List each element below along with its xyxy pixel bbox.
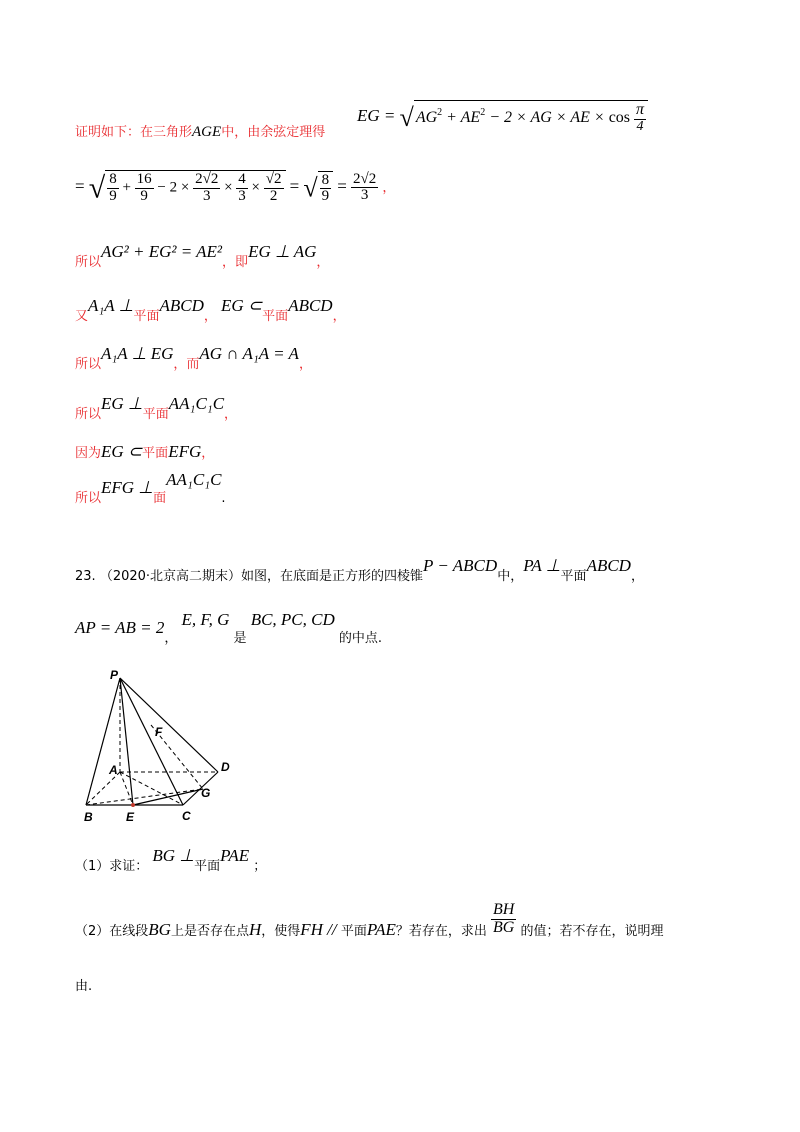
- math-intersection: AG ∩ A₁A = A: [199, 344, 299, 363]
- q1-prefix: （1）求证：: [75, 859, 149, 874]
- proof-line-8: [75, 470, 226, 506]
- comma: ，: [164, 631, 178, 646]
- text-suoyi: 所以: [75, 407, 102, 422]
- text-you: 又: [75, 309, 89, 324]
- math-aa1c1c: AA₁C₁C: [166, 470, 222, 489]
- proof-line-4: [75, 296, 346, 324]
- comma: ，: [298, 357, 312, 372]
- question-1: [75, 846, 267, 874]
- text-er: ，而: [173, 357, 200, 372]
- math-pyramid: P − ABCD: [423, 556, 498, 575]
- label-g: G: [201, 786, 211, 800]
- text-suoyi: 所以: [75, 357, 102, 372]
- text-plane: 平面: [560, 569, 587, 584]
- text-plane: 平面: [340, 923, 367, 939]
- math-h: H: [248, 919, 262, 939]
- comma: ，: [630, 569, 644, 584]
- label-d: D: [221, 760, 230, 774]
- text-midpoints: 的中点.: [338, 631, 383, 646]
- problem-number: 23.: [75, 569, 96, 584]
- problem-23-line-2: [75, 610, 383, 646]
- question-2: [75, 902, 664, 937]
- pyramid-figure: [78, 668, 248, 828]
- math-eg-subset: EG ⊂: [221, 296, 263, 315]
- math-bg: BG: [148, 919, 171, 939]
- equals-3: =: [337, 176, 347, 196]
- math-pae: PAE: [220, 846, 250, 865]
- text-suoyi: 所以: [75, 491, 102, 506]
- semicolon: ；: [253, 859, 267, 874]
- math-efg-points: E, F, G: [181, 610, 230, 629]
- proof-line-2: [75, 170, 395, 206]
- fraction-bh-bg: $\frac{BH}{BG}$: [493, 901, 515, 936]
- math-pae: PAE: [366, 919, 396, 939]
- triangle-name: AGE: [192, 124, 222, 140]
- text-plane: 平面: [133, 309, 160, 324]
- proof-intro: 证明如下：在三角形: [75, 125, 193, 140]
- q2-text-e: 由.: [75, 979, 93, 994]
- text-zhong: 中，: [497, 569, 524, 584]
- math-bg-perp: BG ⊥: [152, 846, 195, 865]
- label-e: E: [126, 810, 135, 824]
- comma: ，: [203, 309, 217, 324]
- math-eg-subset: EG ⊂: [101, 442, 143, 461]
- comma: ，: [224, 407, 238, 422]
- math-fh-parallel: FH //: [300, 919, 341, 939]
- label-b: B: [84, 810, 93, 824]
- sqrt-8-9: √ $\frac{8}{9}$: [303, 171, 333, 206]
- text-mian: 面: [153, 491, 167, 506]
- q2-text-a: 上是否存在点: [170, 923, 249, 939]
- math-bc-pc-cd: BC, PC, CD: [250, 610, 335, 629]
- eg-lhs: EG =: [357, 105, 396, 125]
- text-ji: ，即: [222, 255, 249, 270]
- math-ap-ab: AP = AB = 2: [75, 618, 165, 637]
- proof-line-5: [75, 344, 312, 372]
- text-plane: 平面: [194, 859, 221, 874]
- math-pa-perp: PA ⊥: [523, 556, 561, 575]
- period: .: [221, 491, 226, 506]
- label-p: P: [110, 668, 119, 682]
- result-fraction: $\frac{2√2}{3}$: [353, 170, 377, 204]
- q2-text-d: 的值；若不存在，说明理: [520, 923, 664, 939]
- text-plane: 平面: [142, 407, 169, 422]
- text-suoyi: 所以: [75, 255, 102, 270]
- equals-2: =: [289, 176, 300, 196]
- comma: ，: [382, 180, 396, 196]
- math-abcd: ABCD: [288, 296, 333, 315]
- math-efg: EFG: [168, 442, 202, 461]
- comma: ，: [316, 255, 330, 270]
- math-a1a-perp-eg: A₁A ⊥ EG: [101, 344, 174, 363]
- q2-prefix: （2）在线段: [75, 923, 149, 939]
- label-c: C: [182, 809, 191, 823]
- proof-line-6: [75, 394, 238, 422]
- text-shi: 是: [233, 631, 247, 646]
- cosine-sqrt: √ $AG^2 + AE^2 - 2$ × AG × AE × cos $\frac{\pi}{4}$: [400, 100, 649, 134]
- label-f: F: [155, 725, 163, 739]
- q2-text-c: ？若存在，求出: [395, 923, 487, 939]
- text-plane: 平面: [142, 446, 169, 461]
- label-a: A: [109, 763, 118, 777]
- math-abcd: ABCD: [586, 556, 631, 575]
- math-a1a-perp: A₁A ⊥: [88, 296, 134, 315]
- comma: ，: [201, 446, 215, 461]
- q2-text-b: ，使得: [261, 923, 301, 939]
- cosine-law-formula: [357, 100, 648, 134]
- proof-line-3: [75, 242, 330, 270]
- comma: ，: [332, 309, 346, 324]
- problem-source: （2020·北京高二期末）如图，在底面是正方形的四棱锥: [99, 569, 424, 584]
- math-abcd: ABCD: [159, 296, 204, 315]
- math-efg-perp: EFG ⊥: [101, 478, 154, 497]
- proof-intro-2: 中，由余弦定理得: [221, 125, 326, 140]
- problem-23-line-1: [75, 556, 644, 584]
- equals-1: =: [75, 176, 85, 196]
- math-eg-perp: EG ⊥: [101, 394, 143, 413]
- math-eg-perp-ag: EG ⊥ AG: [248, 242, 317, 261]
- text-plane: 平面: [262, 309, 289, 324]
- math-ag-eg-ae: AG² + EG² = AE²: [101, 242, 223, 261]
- text-yinwei: 因为: [75, 446, 102, 461]
- math-aa1c1c: AA₁C₁C: [168, 394, 225, 413]
- proof-line-7: [75, 442, 214, 462]
- pi-over-4: $\frac{\pi}{4}$: [636, 101, 645, 134]
- sqrt-expression: √ $\frac{8}{9}$ + $\frac{16}{9}$ − 2 × $\frac{2√2}{3}$ × $\frac{4}{3}$ × $\frac{√2}{2}$: [89, 170, 286, 206]
- question-2-continued: [75, 975, 92, 994]
- proof-line-1: [75, 112, 326, 140]
